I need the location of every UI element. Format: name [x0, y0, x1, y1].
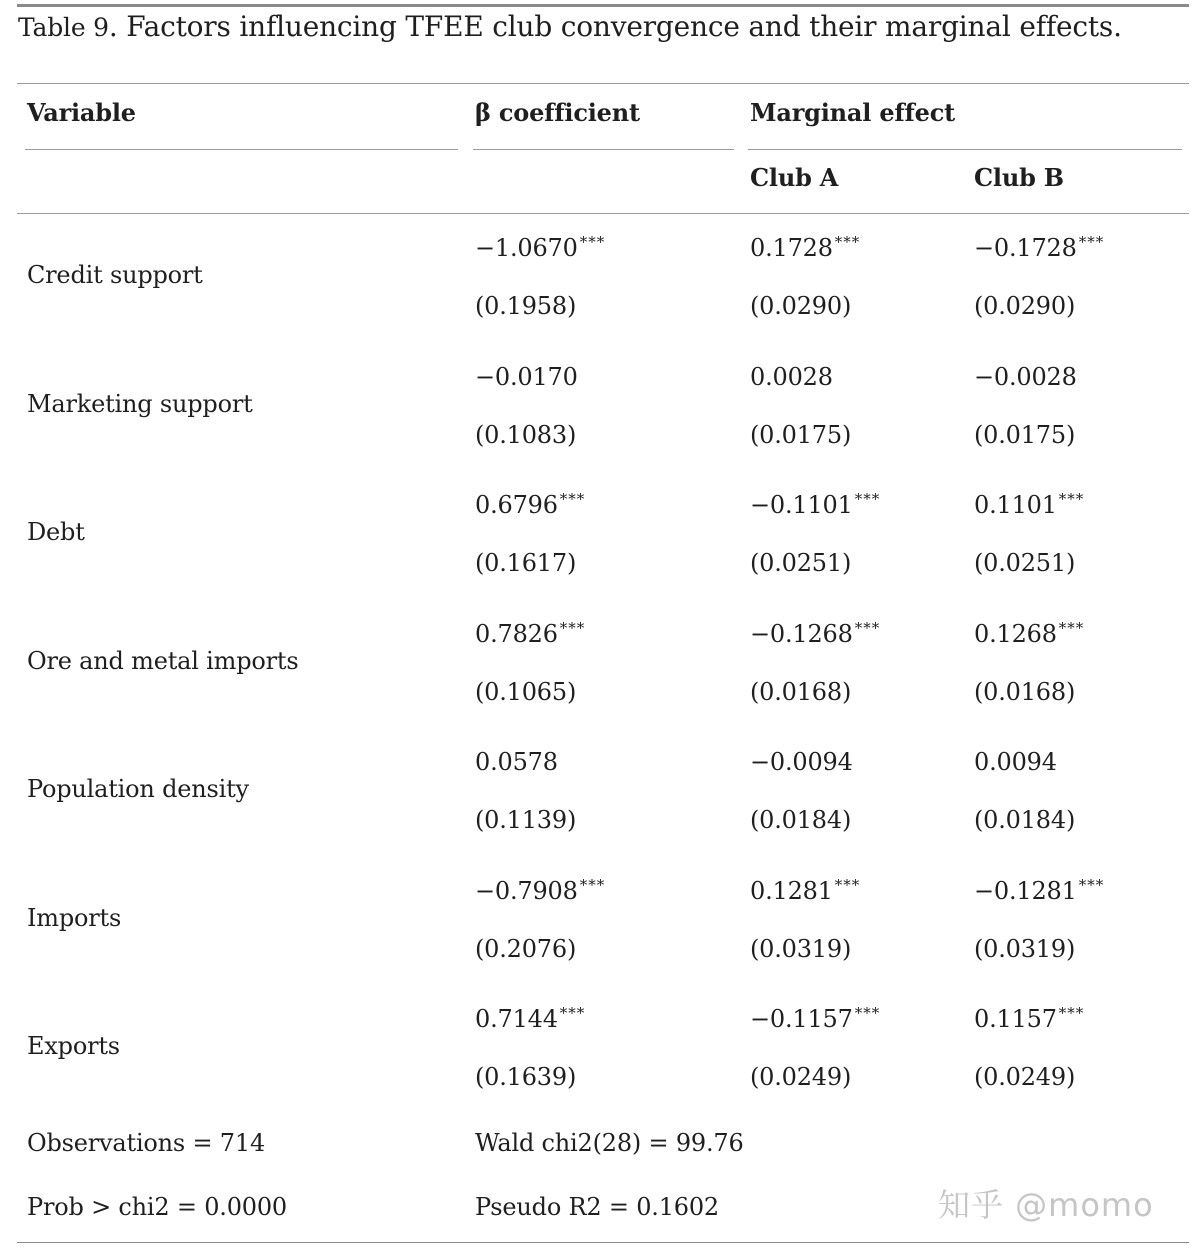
club-b-value-cell: [974, 227, 1104, 263]
prob-chi2-stat: Prob > chi2 = 0.0000: [27, 1193, 287, 1221]
wald-chi2-stat: Wald chi2(28) = 99.76: [475, 1129, 744, 1157]
club-b-std-error: (0.0251): [974, 549, 1076, 577]
club-a-value: 0.1281: [750, 877, 833, 905]
club-b-std-error: (0.0168): [974, 678, 1076, 706]
beta-value: 0.7826: [475, 620, 558, 648]
caption-text: . Factors influencing TFEE club convergence and their marginal effects.: [108, 10, 1122, 43]
beta-std-error: (0.1617): [475, 549, 577, 577]
club-a-std-error: (0.0319): [750, 935, 852, 963]
club-b-value: −0.1728: [974, 234, 1077, 262]
marginal-header-underline: [748, 149, 1182, 150]
table-bottom-rule: [17, 1242, 1189, 1243]
club-a-value-cell: [750, 998, 880, 1034]
variable-header-underline: [25, 149, 458, 150]
club-a-value-cell: [750, 870, 860, 906]
beta-value: 0.0578: [475, 748, 558, 776]
row-variable: Marketing support: [27, 390, 253, 418]
beta-value-cell: [475, 356, 580, 392]
significance-stars: ***: [1078, 233, 1105, 251]
club-b-std-error: (0.0290): [974, 292, 1076, 320]
club-a-value: −0.1101: [750, 491, 853, 519]
table-caption: [18, 10, 1122, 45]
significance-stars: ***: [579, 876, 606, 894]
header-club-b: Club B: [974, 163, 1064, 192]
row-variable: Credit support: [27, 261, 203, 289]
header-beta-coefficient: β coefficient: [475, 98, 640, 127]
beta-std-error: (0.2076): [475, 935, 577, 963]
significance-stars: ***: [854, 619, 881, 637]
watermark: 知乎 @momo: [938, 1186, 1154, 1224]
club-b-value: −0.1281: [974, 877, 1077, 905]
beta-value-cell: [475, 484, 585, 520]
club-b-value-cell: [974, 613, 1084, 649]
beta-std-error: (0.1139): [475, 806, 577, 834]
significance-stars: ***: [834, 233, 861, 251]
significance-stars: ***: [1058, 619, 1085, 637]
club-a-std-error: (0.0168): [750, 678, 852, 706]
club-a-value: −0.0094: [750, 748, 853, 776]
top-rule: [17, 4, 1189, 7]
club-b-value: 0.1157: [974, 1005, 1057, 1033]
significance-stars: ***: [1078, 876, 1105, 894]
club-a-value-cell: [750, 484, 880, 520]
club-b-value-cell: [974, 741, 1059, 777]
beta-value: 0.6796: [475, 491, 558, 519]
club-a-value: 0.0028: [750, 363, 833, 391]
club-a-value-cell: [750, 356, 835, 392]
beta-std-error: (0.1639): [475, 1063, 577, 1091]
header-club-a: Club A: [750, 163, 839, 192]
significance-stars: ***: [579, 233, 606, 251]
club-b-std-error: (0.0175): [974, 421, 1076, 449]
significance-stars: ***: [559, 619, 586, 637]
club-a-std-error: (0.0290): [750, 292, 852, 320]
club-a-value-cell: [750, 227, 860, 263]
beta-value: −0.0170: [475, 363, 578, 391]
club-a-std-error: (0.0249): [750, 1063, 852, 1091]
beta-std-error: (0.1083): [475, 421, 577, 449]
row-variable: Population density: [27, 775, 249, 803]
significance-stars: ***: [1058, 490, 1085, 508]
beta-value-cell: [475, 741, 560, 777]
club-a-std-error: (0.0251): [750, 549, 852, 577]
club-b-value-cell: [974, 998, 1084, 1034]
beta-header-underline: [473, 149, 734, 150]
club-a-value: 0.1728: [750, 234, 833, 262]
club-b-value-cell: [974, 484, 1084, 520]
row-variable: Imports: [27, 904, 122, 932]
club-b-value-cell: [974, 356, 1079, 392]
beta-value: −0.7908: [475, 877, 578, 905]
beta-value: −1.0670: [475, 234, 578, 262]
significance-stars: ***: [834, 876, 861, 894]
club-a-value-cell: [750, 613, 880, 649]
club-b-value: 0.0094: [974, 748, 1057, 776]
table-label: Table 9: [18, 13, 109, 42]
significance-stars: ***: [1058, 1004, 1085, 1022]
significance-stars: ***: [559, 1004, 586, 1022]
club-b-value: 0.1268: [974, 620, 1057, 648]
club-b-value-cell: [974, 870, 1104, 906]
beta-value: 0.7144: [475, 1005, 558, 1033]
significance-stars: ***: [559, 490, 586, 508]
club-a-value: −0.1268: [750, 620, 853, 648]
beta-value-cell: [475, 227, 605, 263]
club-b-std-error: (0.0249): [974, 1063, 1076, 1091]
pseudo-r2-stat: Pseudo R2 = 0.1602: [475, 1193, 720, 1221]
beta-std-error: (0.1065): [475, 678, 577, 706]
header-top-rule: [17, 83, 1189, 84]
club-b-std-error: (0.0319): [974, 935, 1076, 963]
club-b-std-error: (0.0184): [974, 806, 1076, 834]
club-a-value-cell: [750, 741, 855, 777]
club-a-std-error: (0.0175): [750, 421, 852, 449]
club-a-value: −0.1157: [750, 1005, 853, 1033]
header-bottom-rule: [17, 213, 1189, 214]
header-variable: Variable: [27, 98, 136, 127]
club-b-value: 0.1101: [974, 491, 1057, 519]
header-marginal-effect: Marginal effect: [750, 98, 956, 127]
beta-std-error: (0.1958): [475, 292, 577, 320]
beta-value-cell: [475, 998, 585, 1034]
club-b-value: −0.0028: [974, 363, 1077, 391]
row-variable: Ore and metal imports: [27, 647, 299, 675]
significance-stars: ***: [854, 490, 881, 508]
club-a-std-error: (0.0184): [750, 806, 852, 834]
observations-stat: Observations = 714: [27, 1129, 266, 1157]
beta-value-cell: [475, 613, 585, 649]
beta-value-cell: [475, 870, 605, 906]
row-variable: Debt: [27, 518, 85, 546]
row-variable: Exports: [27, 1032, 120, 1060]
significance-stars: ***: [854, 1004, 881, 1022]
